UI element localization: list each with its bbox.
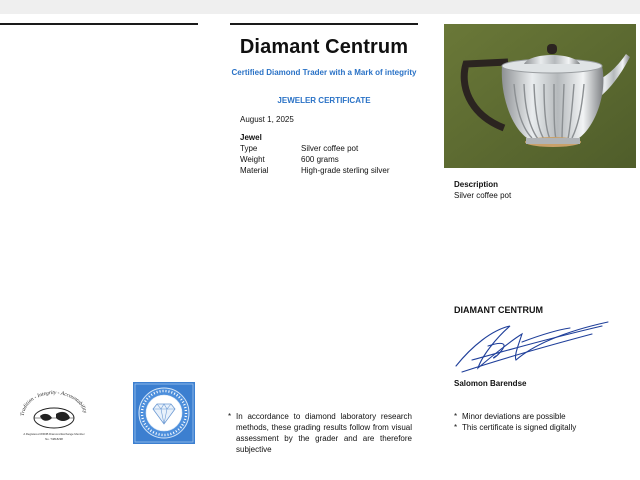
spec-key: Weight — [240, 155, 265, 164]
note-item — [454, 422, 576, 433]
handwritten-signature — [452, 316, 618, 376]
description-value: Silver coffee pot — [454, 191, 512, 200]
svg-text:No. T4818298: No. T4818298 — [45, 437, 63, 441]
spec-row — [240, 144, 420, 155]
note-bullet: * — [454, 412, 458, 421]
note-bullet: * — [228, 412, 232, 421]
grading-disclaimer-text: In accordance to diamond laboratory research methods, these grading results follow from visual assessment by the grader and are therefore subjective — [236, 412, 412, 454]
spec-value: Silver coffee pot — [301, 144, 359, 153]
spec-value: 600 grams — [301, 155, 339, 164]
description-heading: Description — [454, 180, 499, 189]
jewel-spec-table — [240, 144, 420, 177]
svg-text:Tradition - Integrity - Accoun: Tradition - Integrity - Accountability — [19, 389, 88, 417]
signature-company: DIAMANT CENTRUM — [454, 305, 543, 315]
diamond-seal-icon — [133, 382, 195, 444]
coffee-pot-image — [444, 24, 636, 168]
globe-seal-logo — [14, 388, 94, 444]
spec-row — [240, 155, 420, 166]
signer-name: Salomon Barendse — [454, 379, 527, 388]
brand-tagline: Certified Diamond Trader with a Mark of integrity — [231, 68, 417, 77]
certificate-date: August 1, 2025 — [240, 115, 294, 124]
certificate-notes — [454, 411, 576, 433]
left-column-rule — [0, 23, 198, 25]
jewel-heading: Jewel — [240, 133, 262, 142]
note-bullet: * — [454, 423, 458, 432]
middle-column-rule — [230, 23, 418, 25]
brand-title: Diamant Centrum — [239, 36, 409, 58]
note-text: Minor deviations are possible — [462, 412, 566, 421]
grading-disclaimer — [228, 411, 412, 455]
top-band — [0, 0, 640, 14]
svg-text:A Registered WFDB Diamond Exch: A Registered WFDB Diamond Exchange Member — [23, 432, 85, 436]
note-item — [454, 411, 576, 422]
spec-value: High-grade sterling silver — [301, 166, 390, 175]
note-text: This certificate is signed digitally — [462, 423, 577, 432]
certificate-title: JEWELER CERTIFICATE — [277, 96, 371, 105]
product-photo — [444, 24, 636, 168]
spec-row — [240, 166, 420, 177]
spec-key: Material — [240, 166, 269, 175]
spec-key: Type — [240, 144, 258, 153]
